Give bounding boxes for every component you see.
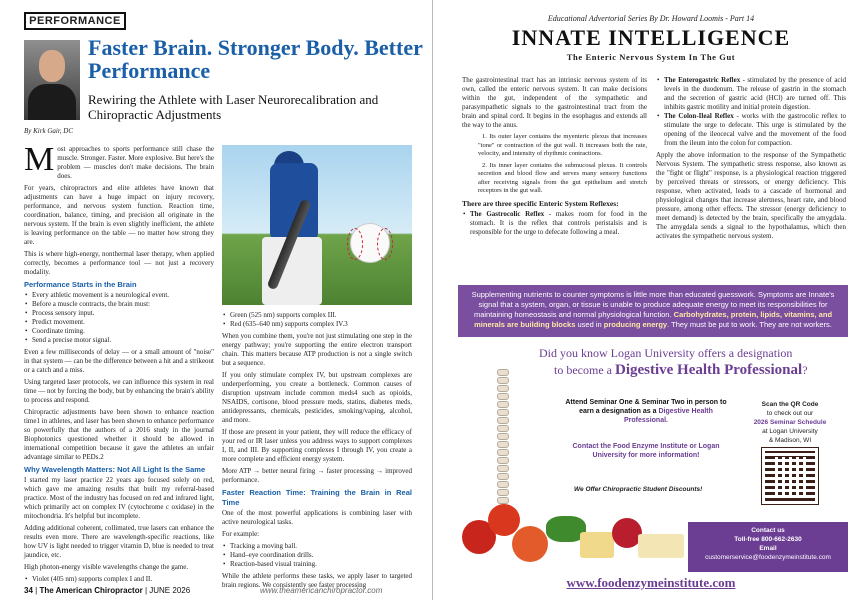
page-number: 34 (24, 586, 33, 595)
list-item: • Every athletic movement is a neurological event. (24, 291, 214, 300)
website-link[interactable]: www.foodenzymeinstitute.com (566, 575, 736, 590)
list-item (462, 210, 647, 237)
banner-text: Supplementing nutrients to counter symptoms is little more than educated guesswork. Symptoms are Innate's signal that a system, organ, or tissue is unable to produce adequate energy to meet its responsibilities for maintaining homeostasis and normal physiological function. (471, 290, 835, 319)
qr-caption: at Logan University (762, 428, 818, 435)
paragraph: When you combine them, you're not just stimulating one step in the energy pathway; you're supporting the entire electron transport chain. This matters because ATP production is not a single switch but a sequence. (222, 332, 412, 367)
question-text: to become a (554, 363, 615, 377)
paragraph: For years, chiropractors and elite athletes have known that adjustments can have a huge impact on injury recovery, performance, and nervous system function. Reaction time, coordination, balance, timing, and precision all originate in the nervous system. If the brain is even slightly inefficient, the athlete is leaving performance on the table — no matter how strong they are. (24, 184, 214, 246)
paragraph: Adding additional coherent, collimated, true lasers can enhance the results even more. There are wavelength-specific reactions, like how UV is light needed to trigger vitamin D, blue is needed to treat jaundice, etc. (24, 524, 214, 559)
article-column-1 (24, 141, 214, 583)
list-item (656, 76, 846, 112)
numbered-item: 2. Its inner layer contains the submucosal plexus. It controls secretion and blood flow and serves many sensory functions after receiving signals from the gut epithelium and stretch receptors in the gut wall. (478, 161, 647, 194)
bullet-list (656, 76, 846, 148)
list-item: • Hand–eye coordination drills. (222, 551, 412, 560)
designation-name: Digestive Health Professional (614, 362, 803, 378)
paragraph: Chiropractic adjustments have been shown to enhance reaction time1 in athletes, and laser has been shown to enhance performance so powerfully that the authors of a 2016 study in the journal Biophotonics questioned whether it should be allowed in international competition because it gave the athletes an unfair advantage similar to PEDs.2 (24, 408, 214, 461)
contact-phone[interactable]: Toll-free 800-662-2630 (734, 536, 802, 543)
article-headline: Faster Brain. Stronger Body. Better Performance (88, 35, 423, 83)
list-item: • Red (635–640 nm) supports complex IV.3 (222, 320, 412, 329)
contact-email-label: Email (759, 545, 777, 552)
paragraph: One of the most powerful applications is combining laser with active neurological tasks. (222, 509, 412, 526)
reflex-name: The Gastrocolic Reflex (470, 209, 545, 218)
contact-institute: Contact the Food Enzyme Institute or Logan University for more information! (572, 443, 720, 459)
contact-box (688, 522, 848, 572)
list-item: • Green (525 nm) supports complex III. (222, 311, 412, 320)
paragraph: While the athlete performs these tasks, we apply laser to targeted brain regions. We consistently see faster processing (222, 572, 412, 589)
qr-caption: & Madison, WI (768, 437, 812, 444)
numbered-item: 1. Its outer layer contains the myenteric plexus that increases "tone" or contraction of the gut wall. It increases both the rate, velocity, and intensity of rhythmic contractions. (478, 133, 647, 157)
contact-email[interactable]: customerservice@foodenzymeinstitute.com (705, 554, 831, 561)
list-item: • Reaction-based visual training. (222, 560, 412, 569)
list-item: • Send a precise motor signal. (24, 336, 214, 345)
left-page (0, 0, 433, 600)
magazine-url[interactable]: www.theamericanchiropractor.com (260, 586, 383, 595)
spine-image (496, 368, 510, 518)
magazine-name: The American Chiropractor (39, 586, 143, 595)
baseball-player-photo (222, 145, 412, 305)
paragraph: High photon-energy visible wavelengths change the game. (24, 563, 189, 571)
qr-caption: to check out our (766, 410, 814, 417)
list-item: • Process sensory input. (24, 309, 214, 318)
article-subheadline: Rewiring the Athlete with Laser Neurorecalibration and Chiropractic Adjustments (88, 92, 379, 122)
article-column-2 (222, 311, 412, 589)
qr-caption: Scan the QR Code (761, 401, 819, 408)
reflex-text: - works with the gastrocolic reflex to stimulate the urge to defecate. This urge is stimulated by the opening of the ileocecal valve and the movement of the food from the ileum into the colon for compaction. (664, 112, 846, 147)
paragraph: If those are present in your patient, they will reduce the efficacy of your red or IR laser unless you address ways to support complexes I, II, and III. By supporting complexes I through IV, you create a more complete and efficient energy system. (222, 428, 412, 463)
reflex-text: - stimulated by the presence of acid levels in the duodenum. The release of gastrin in the stomach and the secretion of gastric acid (HCl) are turned off. This inhibits gastric motility and initial protein digestion. (664, 76, 846, 111)
supplement-banner (458, 285, 848, 337)
seminar-designation: Digestive Health Professional. (624, 408, 713, 424)
page-footer: 34 | The American Chiropractor | JUNE 2026 www.theamericanchiropractor.com (0, 582, 433, 600)
seminar-info (562, 398, 730, 425)
paragraph: ost approaches to sports performance still chase the muscle. Stronger. Faster. More explosive. But here's the problem — muscles don't make decisions. The brain does. (57, 145, 214, 180)
section-heading: There are three specific Enteric System Reflexes: (462, 198, 619, 208)
drop-cap: M (24, 141, 55, 178)
list-item: • Violet (405 nm) supports complex I and II. (24, 575, 214, 584)
paragraph: Apply the above information to the response of the Sympathetic Nervous System. The sympathetic stress response, also known as the "fight or flight" response, is a physiological reaction triggered by perceived threats or stressors, or energy deficiency. This response, when activated, leads to a cascade of hormonal and physiological changes that increase alertness, heart rate, and blood pressure, among other effects. The stressor (energy deficiency to meet demand) is detected by the brain, specifically the amygdala. The amygdala sends a signal to the hypothalamus, which then activates the sympathetic nervous system. (656, 151, 846, 240)
qr-panel (740, 400, 840, 507)
advertorial-subtitle: The Enteric Nervous System In The Gut (566, 52, 736, 62)
fruit-vegetable-image (462, 498, 692, 568)
bullet-list (24, 291, 214, 345)
paragraph: The gastrointestinal tract has an intrinsic nervous system of its own, called the enteric nervous system. It can make decisions within the gut, independent of the sympathetic and parasympathetic signals to the gastrointestinal tract from the brain and spinal cord. It begins in the esophagus and extends all the way to the anus. (462, 76, 647, 129)
bullet-list (462, 210, 647, 237)
list-item: • Coordinate timing. (24, 327, 214, 336)
section-heading: Performance Starts in the Brain (24, 280, 137, 289)
list-item (656, 112, 846, 148)
baseball-icon (350, 223, 390, 263)
reflex-text: - makes room for food in the stomach. It is the reflex that controls peristalsis and is responsible for the urge to defecate following a meal. (470, 209, 647, 236)
section-heading: Faster Reaction Time: Training the Brain in Real Time (222, 488, 412, 507)
banner-text: used in (575, 320, 604, 329)
designation-question: Did you know Logan University offers a designation (539, 346, 793, 360)
seminar-text: Attend Seminar One & Seminar Two in person to earn a designation as a (565, 399, 727, 415)
author-photo (24, 40, 80, 120)
advertorial-column-1 (462, 76, 647, 278)
list-item: • Before a muscle contracts, the brain must: (24, 300, 214, 309)
banner-text: . They must be put to work. They are not workers. (667, 320, 832, 329)
byline: By Kirk Gair, DC (24, 127, 73, 135)
paragraph: Even a few milliseconds of delay — or a small amount of "noise" in that system — can be the difference between a hit and a strikeout or a catch and a miss. (24, 348, 214, 374)
section-tag: PERFORMANCE (24, 12, 126, 30)
paragraph: This is where high-energy, nonthermal laser therapy, when applied correctly, becomes a performance tool — not just a recovery modality. (24, 250, 214, 276)
advertorial-column-2 (656, 76, 846, 278)
advertorial-title: INNATE INTELLIGENCE (511, 25, 791, 50)
series-line: Educational Advertorial Series By Dr. Howard Loomis - Part 14 (547, 14, 755, 23)
banner-emphasis: producing energy (603, 320, 668, 329)
designation-question-2 (554, 362, 808, 379)
reflex-name: The Colon-Ileal Reflex (664, 112, 734, 120)
bullet-list (222, 542, 412, 569)
question-mark: ? (802, 363, 808, 377)
banner-emphasis: Carbohydrates, protein, lipids, vitamins, and minerals are building blocks (474, 310, 833, 329)
qr-caption: 2026 Seminar Schedule (753, 419, 827, 426)
contact-title: Contact us (751, 527, 785, 534)
student-discount: We Offer Chiropractic Student Discounts! (574, 486, 703, 493)
list-item: • Predict movement. (24, 318, 214, 327)
paragraph: For example: (222, 530, 260, 538)
paragraph: If you only stimulate complex IV, but upstream complexes are underperforming, you create a bottleneck. Common causes of disruption upstream include common meds4 such as opioids, NSAIDS, cortisone, blood pressure meds, statins, diabetes meds, antidepressants, chemicals, pesticides, smoking/vaping, alcohol, and more. (222, 371, 412, 424)
bullet-list (222, 311, 412, 329)
reflex-name: The Enterogastric Reflex (664, 76, 741, 84)
paragraph: More ATP → better neural firing → faster processing → improved performance. (222, 467, 412, 484)
paragraph: Using targeted laser protocols, we can influence this system in real time — not by forcing the body, but by enhancing the brain's ability to process and respond. (24, 378, 214, 404)
qr-code-icon[interactable] (762, 448, 818, 504)
section-heading: Why Wavelength Matters: Not All Light Is the Same (24, 465, 206, 474)
issue-date: JUNE 2026 (149, 586, 191, 595)
list-item: • Tracking a moving ball. (222, 542, 412, 551)
right-page (434, 0, 868, 600)
paragraph: I started my laser practice 22 years ago focused solely on red, which gave me amazing results that built my referral-based practice. Most of the industry has focused on red and infrared light, which primarily act on complex IV (cytochrome c oxidase) in the mitochondria. It's helpful but incomplete. (24, 476, 214, 520)
